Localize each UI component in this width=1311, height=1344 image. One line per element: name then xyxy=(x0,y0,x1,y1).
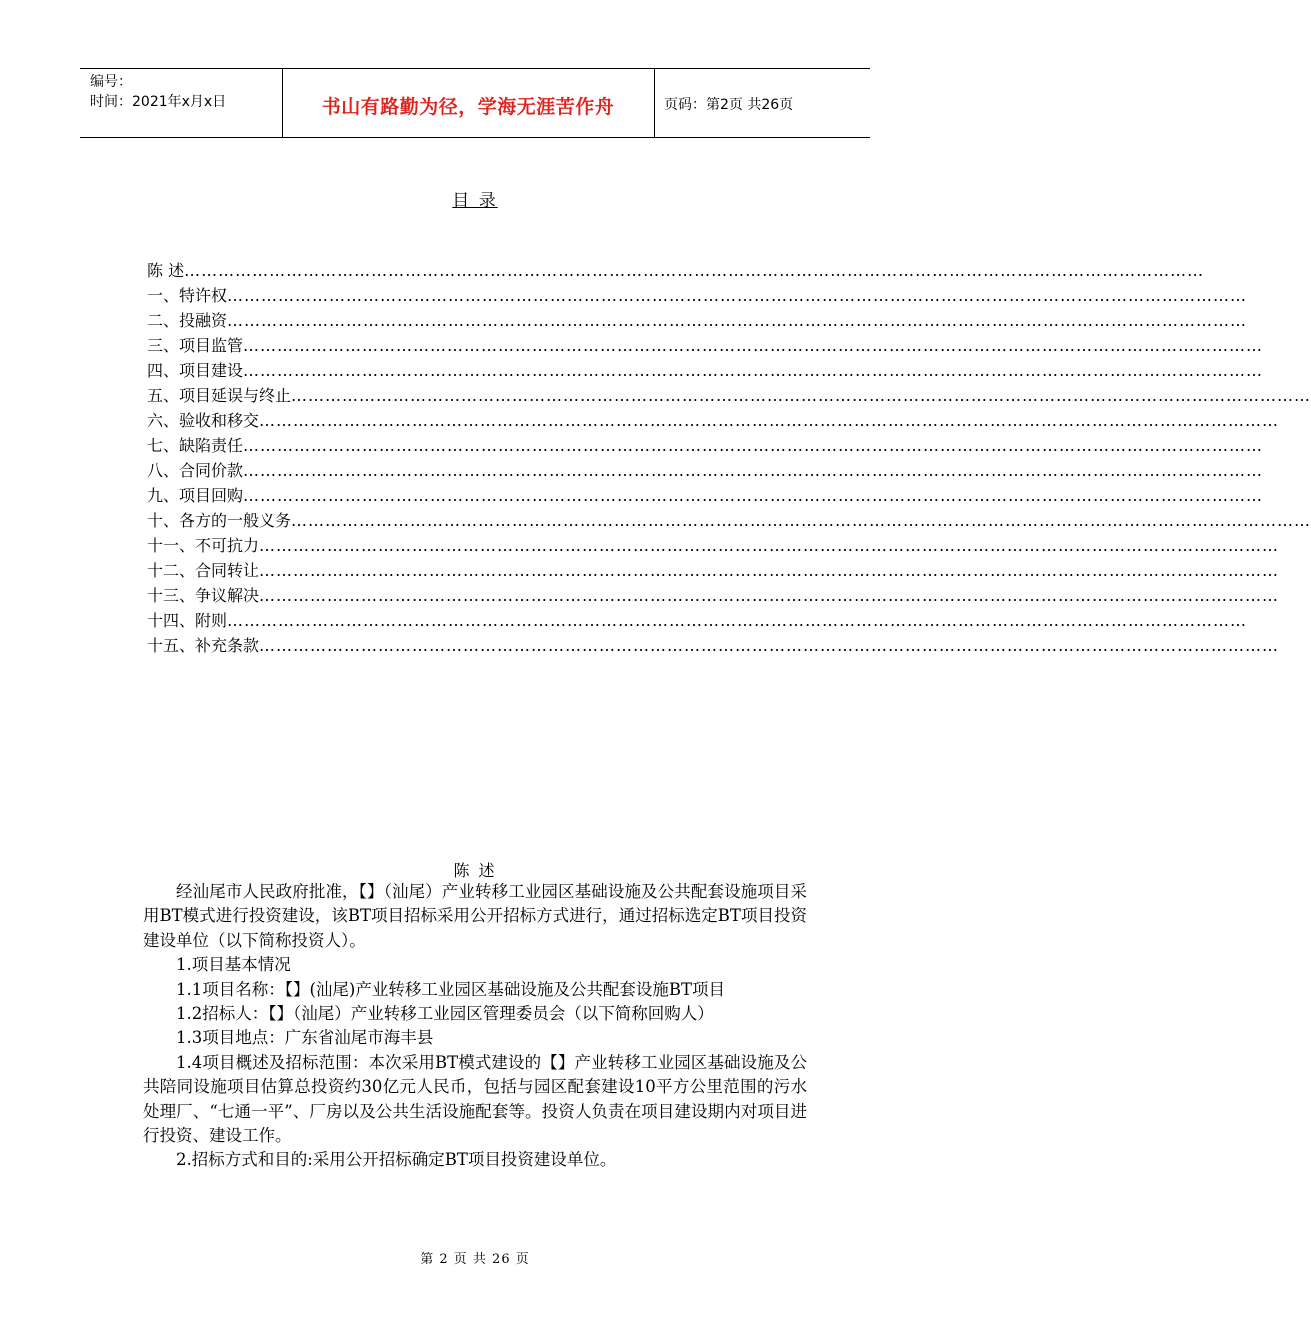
toc-leader: ……………………………………………………………………………………………………………………………………………………………… xyxy=(243,486,1264,505)
toc-item[interactable]: 一、特许权 ……………………………………………………………………………………………………………………………………………………………… xyxy=(147,286,1248,305)
header-motto: 书山有路勤为径，学海无涯苦作舟 xyxy=(321,96,615,118)
toc-leader: ……………………………………………………………………………………………………………………………………………………………… xyxy=(227,286,1248,305)
time-label: 时间：2021年x月x日 xyxy=(90,94,227,110)
paragraph: 1.4项目概述及招标范围：本次采用BT模式建设的【】产业转移工业园区基础设施及公共陪同设施项目估算总投资约30亿元人民币，包括与园区配套建设10平方公里范围的污水处理厂、“七通一平”、厂房以及公共生活设施配套等。投资人负责在项目建设期内对项目进行投资、建设工作。 xyxy=(143,1052,807,1146)
toc-item[interactable]: 七、缺陷责任 ……………………………………………………………………………………………………………………………………………………………… xyxy=(147,436,1264,455)
toc-item[interactable]: 八、合同价款 ……………………………………………………………………………………………………………………………………………………………… xyxy=(147,461,1264,480)
toc-item[interactable]: 四、项目建设 ……………………………………………………………………………………………………………………………………………………………… xyxy=(147,361,1264,380)
header-page-info: 页码：第2页 共26页 xyxy=(664,97,794,113)
toc-title: 目 录 xyxy=(452,191,498,211)
header-middle-cell xyxy=(282,69,655,137)
paragraph: 1.1项目名称：【】(汕尾)产业转移工业园区基础设施及公共配套设施BT项目 xyxy=(176,979,725,999)
toc-item[interactable]: 九、项目回购 ……………………………………………………………………………………………………………………………………………………………… xyxy=(147,486,1264,505)
toc-item[interactable]: 十四、附则 ……………………………………………………………………………………………………………………………………………………………… xyxy=(147,611,1248,630)
toc-item[interactable]: 十五、补充条款 ……………………………………………………………………………………………………………………………………………………………… xyxy=(147,636,1280,655)
toc-leader: ……………………………………………………………………………………………………………………………………………………………… xyxy=(291,386,1311,405)
toc-leader: ……………………………………………………………………………………………………………………………………………………………… xyxy=(259,586,1280,605)
header-left-cell xyxy=(80,69,283,137)
number-label: 编号： xyxy=(90,74,132,90)
toc-leader: ……………………………………………………………………………………………………………………………………………………………… xyxy=(259,536,1280,555)
section-body xyxy=(143,880,807,1173)
toc-item[interactable]: 十二、合同转让 ……………………………………………………………………………………………………………………………………………………………… xyxy=(147,561,1280,580)
toc-item[interactable]: 十三、争议解决 ……………………………………………………………………………………………………………………………………………………………… xyxy=(147,586,1280,605)
toc-item[interactable]: 十一、不可抗力 ……………………………………………………………………………………………………………………………………………………………… xyxy=(147,536,1280,555)
toc-leader: ……………………………………………………………………………………………………………………………………………………………… xyxy=(243,361,1264,380)
page-header xyxy=(80,68,870,138)
paragraph: 经汕尾市人民政府批准，【】（汕尾）产业转移工业园区基础设施及公共配套设施项目采用BT模式进行投资建设，该BT项目招标采用公开招标方式进行，通过招标选定BT项目投资建设单位（以下简称投资人）。 xyxy=(143,882,807,950)
toc-leader: ……………………………………………………………………………………………………………………………………………………………… xyxy=(259,636,1280,655)
page-footer: 第 2 页 共 26 页 xyxy=(420,1252,530,1267)
toc-leader: ……………………………………………………………………………………………………………………………………………………………… xyxy=(243,461,1264,480)
toc-leader: ……………………………………………………………………………………………………………………………………………………………… xyxy=(184,261,1205,280)
toc-item[interactable]: 十、各方的一般义务 ……………………………………………………………………………………………………………………………………………………………… xyxy=(147,511,1311,530)
toc-leader: ……………………………………………………………………………………………………………………………………………………………… xyxy=(227,311,1248,330)
toc-item[interactable]: 二、投融资 ……………………………………………………………………………………………………………………………………………………………… xyxy=(147,311,1248,330)
section-title: 陈 述 xyxy=(453,861,497,880)
toc-item[interactable]: 三、项目监管 ……………………………………………………………………………………………………………………………………………………………… xyxy=(147,336,1264,355)
header-right-cell xyxy=(654,69,870,137)
toc-item[interactable]: 五、项目延误与终止 ……………………………………………………………………………………………………………………………………………………………… xyxy=(147,386,1311,405)
toc-leader: ……………………………………………………………………………………………………………………………………………………………… xyxy=(259,411,1280,430)
toc-leader: ……………………………………………………………………………………………………………………………………………………………… xyxy=(227,611,1248,630)
toc-item[interactable]: 六、验收和移交 ……………………………………………………………………………………………………………………………………………………………… xyxy=(147,411,1280,430)
table-of-contents xyxy=(147,258,1311,658)
paragraph: 2.招标方式和目的:采用公开招标确定BT项目投资建设单位。 xyxy=(176,1150,617,1170)
toc-leader: ……………………………………………………………………………………………………………………………………………………………… xyxy=(243,436,1264,455)
paragraph: 1.3项目地点：广东省汕尾市海丰县 xyxy=(176,1028,434,1048)
toc-leader: ……………………………………………………………………………………………………………………………………………………………… xyxy=(291,511,1311,530)
toc-leader: ……………………………………………………………………………………………………………………………………………………………… xyxy=(259,561,1280,580)
toc-item[interactable]: 陈 述 ……………………………………………………………………………………………………………………………………………………………… xyxy=(147,261,1205,280)
paragraph: 1.项目基本情况 xyxy=(176,955,291,975)
toc-leader: ……………………………………………………………………………………………………………………………………………………………… xyxy=(243,336,1264,355)
paragraph: 1.2招标人：【】（汕尾）产业转移工业园区管理委员会（以下简称回购人） xyxy=(176,1004,714,1024)
